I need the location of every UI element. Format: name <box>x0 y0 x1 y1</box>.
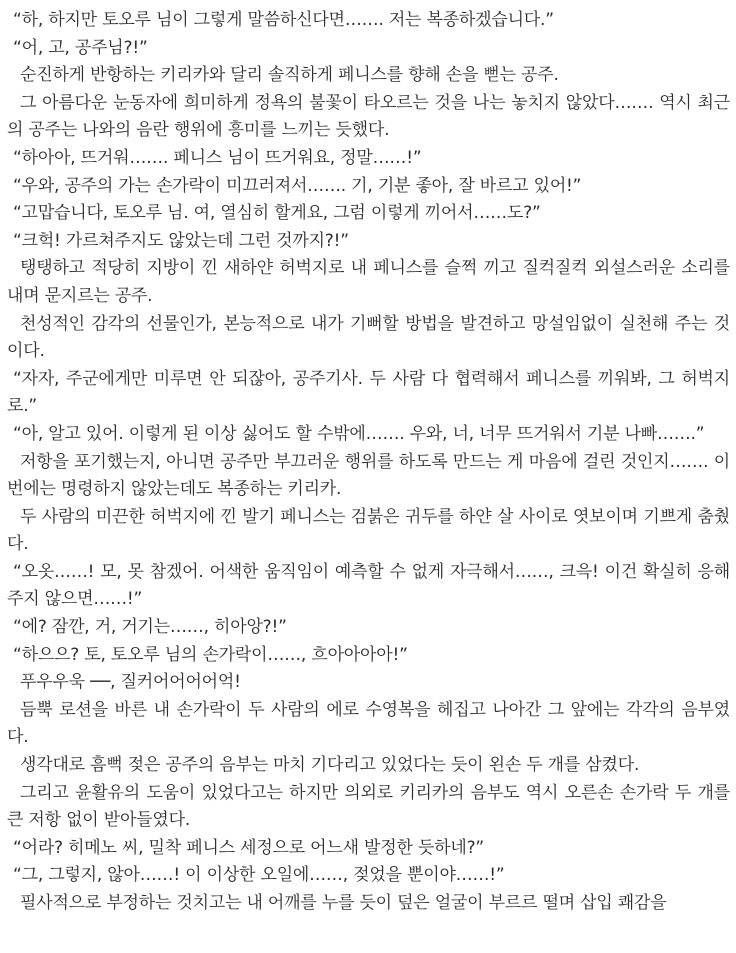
paragraph: 푸우우욱 ──, 질커어어어어억! <box>20 672 241 693</box>
paragraph: “하으으? 토, 토오루 님의 손가락이……, 흐아아아아!” <box>13 644 408 665</box>
paragraph: “오옷……! 모, 못 참겠어. 어색한 움직임이 예측할 수 없게 자극해서……, 크윽! 이건 확실히 응해주지 않으면……!” <box>7 561 730 610</box>
paragraph: 그 아름다운 눈동자에 희미하게 정욕의 불꽃이 타오르는 것을 나는 놓치지 않았다……. 역시 최근의 공주는 나와의 음란 행위에 흥미를 느끼는 듯했다. <box>7 92 730 141</box>
paragraph: 듬뿍 로션을 바른 내 손가락이 두 사람의 에로 수영복을 헤집고 나아간 그 앞에는 각각의 음부였다. <box>7 699 730 748</box>
paragraph: 생각대로 흠뻑 젖은 공주의 음부는 마치 기다리고 있었다는 듯이 왼손 두 개를 삼켰다. <box>20 755 640 776</box>
paragraph: “하, 하지만 토오루 님이 그렇게 말씀하신다면……. 저는 복종하겠습니다.” <box>13 10 554 30</box>
paragraph: “자자, 주군에게만 미루면 안 되잖아, 공주기사. 두 사람 다 협력해서 페니스를 끼워봐, 그 허벅지로.” <box>7 368 730 417</box>
paragraph: 저항을 포기했는지, 아니면 공주만 부끄러운 행위를 하도록 만드는 게 마음에 걸린 것인지……. 이번에는 명령하지 않았는데도 복종하는 키리카. <box>7 451 730 500</box>
paragraph: “하아아, 뜨거워……. 페니스 님이 뜨거워요, 정말……!” <box>13 147 422 168</box>
paragraph: “우와, 공주의 가는 손가락이 미끄러져서……. 기, 기분 좋아, 잘 바르고 있어!” <box>13 175 582 196</box>
paragraph: 순진하게 반항하는 키리카와 달리 솔직하게 페니스를 향해 손을 뻗는 공주. <box>20 65 559 86</box>
paragraph: 천성적인 감각의 선물인가, 본능적으로 내가 기뻐할 방법을 발견하고 망설임없이 실천해 주는 것이다. <box>7 313 730 362</box>
paragraph: 두 사람의 미끈한 허벅지에 낀 발기 페니스는 검붉은 귀두를 하얀 살 사이로 엿보이며 기쁘게 춤췄다. <box>7 506 730 555</box>
paragraph: 탱탱하고 적당히 지방이 낀 새하얀 허벅지로 내 페니스를 슬쩍 끼고 질컥질컥 외설스러운 소리를 내며 문지르는 공주. <box>7 258 730 306</box>
paragraph: “그, 그렇지, 않아……! 이 이상한 오일에……, 젖었을 뿐이야……!” <box>13 865 505 886</box>
paragraph: “에? 잠깐, 거, 거기는……, 히아앙?!” <box>13 617 287 638</box>
paragraph: 필사적으로 부정하는 것치고는 내 어깨를 누를 듯이 덮은 얼굴이 부르르 떨며 삽입 쾌감을 <box>20 893 667 913</box>
paragraph: “어라? 히메노 씨, 밀착 페니스 세정으로 어느새 발정한 듯하네?” <box>13 837 485 858</box>
paragraph: “아, 알고 있어. 이렇게 된 이상 싫어도 할 수밖에……. 우와, 너, 너무 뜨거워서 기분 나빠…….” <box>13 423 705 444</box>
paragraph: “고맙습니다, 토오루 님. 여, 열심히 할게요, 그럼 이렇게 끼어서……도?” <box>13 203 541 224</box>
paragraph: 그리고 윤활유의 도움이 있었다고는 하지만 의외로 키리카의 음부도 역시 오른손 손가락 두 개를 큰 저항 없이 받아들였다. <box>7 782 730 831</box>
text-body <box>7 7 730 918</box>
paragraph: “어, 고, 공주님?!” <box>13 37 148 58</box>
paragraph: “크헉! 가르쳐주지도 않았는데 그런 것까지?!” <box>13 230 349 251</box>
